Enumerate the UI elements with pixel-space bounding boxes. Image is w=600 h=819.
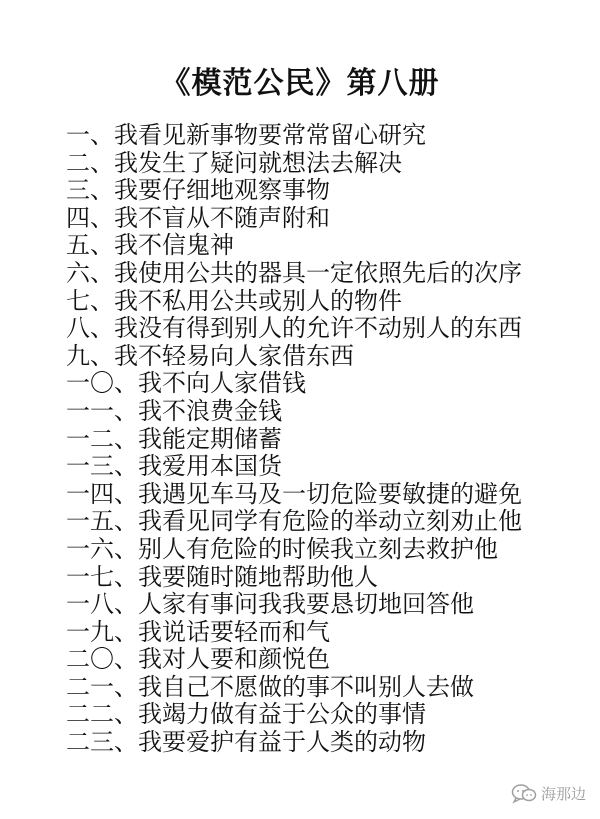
rule-item-16: 一六、别人有危险的时候我立刻去救护他 (66, 534, 498, 563)
rule-item-2: 二、我发生了疑问就想法去解决 (66, 148, 402, 177)
rule-item-7: 七、我不私用公共或别人的物件 (66, 286, 402, 315)
rule-item-19: 一九、我说话要轻而和气 (66, 617, 330, 646)
rule-item-5: 五、我不信鬼神 (66, 231, 234, 260)
watermark (511, 783, 586, 805)
watermark-text: 海那边 (540, 785, 586, 803)
rule-item-18: 一八、人家有事问我我要恳切地回答他 (66, 590, 474, 619)
rules-list (66, 122, 522, 757)
rule-item-8: 八、我没有得到别人的允许不动别人的东西 (66, 314, 522, 343)
rule-item-1: 一、我看见新事物要常常留心研究 (66, 121, 426, 149)
rule-item-11: 一一、我不浪费金钱 (66, 396, 282, 425)
rule-item-15: 一五、我看见同学有危险的举动立刻劝止他 (66, 507, 522, 536)
rule-item-21: 二一、我自己不愿做的事不叫别人去做 (66, 672, 474, 701)
rule-item-10: 一〇、我不向人家借钱 (66, 369, 306, 398)
rule-item-9: 九、我不轻易向人家借东西 (66, 341, 354, 370)
rule-item-13: 一三、我爱用本国货 (66, 452, 282, 481)
rule-item-20: 二〇、我对人要和颜悦色 (66, 645, 330, 674)
rule-item-3: 三、我要仔细地观察事物 (66, 176, 330, 205)
rule-item-6: 六、我使用公共的器具一定依照先后的次序 (66, 258, 522, 287)
chat-bubble-icon (511, 783, 537, 805)
page-title: 《模范公民》第八册 (160, 66, 440, 101)
rule-item-12: 一二、我能定期储蓄 (66, 424, 282, 453)
rule-item-23: 二三、我要爱护有益于人类的动物 (66, 728, 426, 757)
rule-item-4: 四、我不盲从不随声附和 (66, 203, 330, 232)
rule-item-14: 一四、我遇见车马及一切危险要敏捷的避免 (66, 479, 522, 508)
rule-item-22: 二二、我竭力做有益于公众的事情 (66, 700, 426, 729)
rule-item-17: 一七、我要随时随地帮助他人 (66, 562, 378, 591)
